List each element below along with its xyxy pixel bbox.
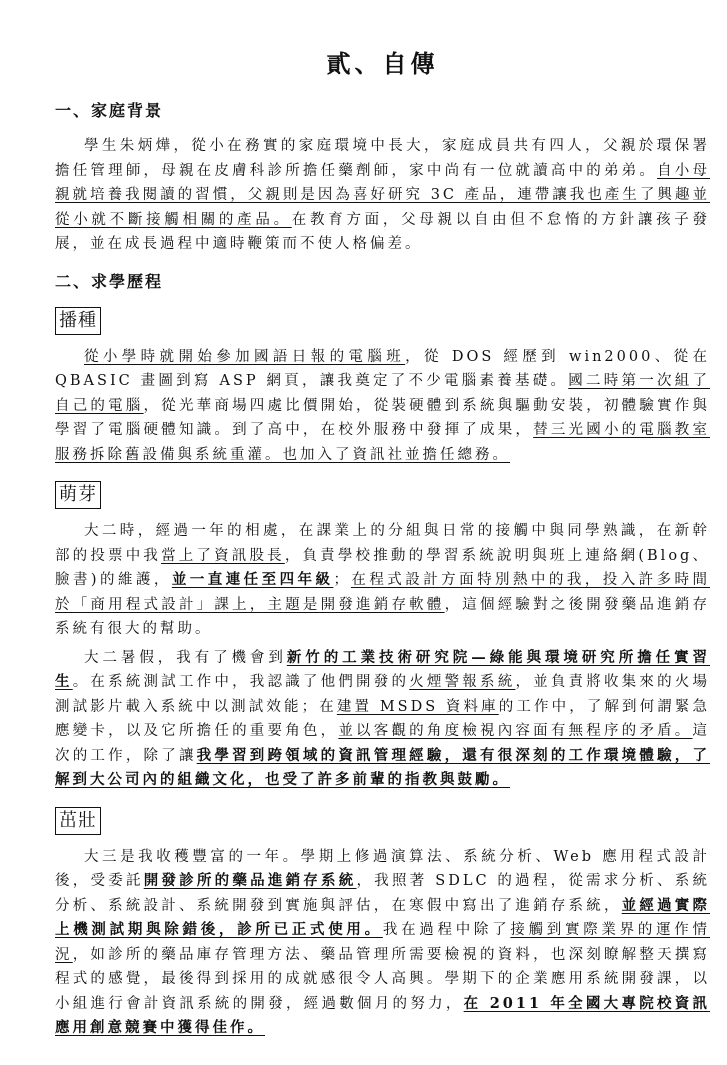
text-segment: 學生朱炳燁，從小在務實的家庭環境中長大，家庭成員共有四人，父親於環保署擔任管理師，母親在皮膚科診所擔任藥劑師，家中尚有一位就讀高中的弟弟。	[55, 138, 710, 179]
text-segment: ，如診所的藥品庫存管理方法、藥品管理所需要檢視的資料，也深刻瞭解整天撰寫程式的感覺，最後得到採用的成就感很令人高興。學期下的企業應用系統開發課，以小組進行會計資訊系統的開發，經過數個月的努力，	[55, 946, 711, 1012]
text-segment: 的工作中，了解到何謂緊急應變卡，以及它所擔任的重要角色，	[55, 698, 711, 739]
highlighted-text: 開發診所的藥品進銷存系統	[143, 872, 357, 889]
paragraph-sprouting-1	[55, 519, 710, 642]
text-segment: 大三是我收穫豐富的一年。學期上修過演算法、系統分析、Web 應用程式設計後，受委託	[55, 848, 710, 889]
stage-heading-sowing: 播種	[55, 307, 101, 335]
text-segment: 這次的工作，除了讓	[55, 723, 711, 764]
paragraph-sowing	[55, 345, 710, 468]
highlighted-text: 並經過實際上機測試期與除錯後，診所已正式使用。	[55, 896, 711, 938]
stage-heading-wrap	[55, 481, 710, 509]
text-segment: 大二暑假，我有了機會到	[84, 649, 287, 666]
highlighted-text: 在 2011 年全國大專院校資訊應用創意競賽中獲得佳作。	[55, 994, 711, 1036]
highlighted-text: 在程式設計方面特別熱中的我，投入許多時間於「商用程式設計」課上，主題是開發進銷存軟體	[55, 572, 711, 613]
highlighted-text: 當上了資訊股長	[161, 547, 285, 564]
section-heading-study: 二、求學歷程	[55, 271, 164, 291]
page-title: 貳、自傳	[326, 49, 439, 78]
text-segment: ，並負責將收集來的火場測試影片載入系統中以測試效能；在	[55, 674, 711, 715]
stage-heading-wrap	[55, 307, 710, 335]
paragraph-family	[55, 134, 710, 257]
text-segment: 我在過程中除了	[382, 922, 511, 938]
text-segment: 在教育方面，父母親以自由但不怠惰的方針讓孩子發展，並在成長過程中適時鞭策而不使人格偏差。	[55, 211, 711, 252]
highlighted-text: 建置 MSDS 資料庫	[336, 698, 499, 715]
highlighted-text: 替三光國小的電腦教室服務拆除舊設備與系統重灌。也加入了資訊社並擔任總務。	[55, 422, 710, 463]
stage-heading-sprouting: 萌芽	[55, 481, 101, 509]
highlighted-text: 接觸到實際業界的運作情況	[55, 922, 711, 963]
stage-heading-growing: 茁壯	[55, 807, 101, 835]
section-heading-family: 一、家庭背景	[55, 101, 164, 120]
text-segment: ，從光華商場四處比價開始，從裝硬體到系統與驅動安裝，初體驗實作與學習了電腦硬體知識。到了高中，在校外服務中發揮了成果，	[55, 397, 711, 438]
highlighted-text: 並以客觀的角度檢視內容面有無程序的矛盾。	[338, 723, 693, 739]
text-segment: 。在系統測試工作中，我認識了他們開發的	[72, 674, 410, 690]
paragraph-growing	[55, 845, 710, 1041]
stage-heading-wrap	[55, 807, 710, 835]
highlighted-text: 國二時第一次組了自己的電腦	[55, 373, 710, 414]
highlighted-text: 新竹的工業技術研究院—綠能與環境研究所擔任實習生	[55, 648, 711, 690]
highlighted-text: 火煙警報系統	[409, 674, 516, 690]
highlighted-text: 並一直連任至四年級	[171, 571, 334, 588]
text-segment: ，我照著 SDLC 的過程，從需求分析、系統分析、系統設計、系統開發到實施與評估，在寒假中寫出了進銷存系統，	[55, 873, 711, 914]
highlighted-text: 從小學時就開始參加國語日報的電腦班	[84, 348, 406, 365]
text-segment: ，負責學校推動的學習系統說明與班上連絡網(Blog、臉書)的維護，	[55, 547, 711, 588]
text-segment: ，這個經驗對之後開發藥品進銷存系統有很大的幫助。	[55, 596, 711, 637]
text-segment: 大二時，經過一年的相處，在課業上的分組與日常的接觸中與同學熟識，在新幹部的投票中我	[55, 523, 710, 564]
text-segment: ，從 DOS 經歷到 win2000、從在 QBASIC 畫圖到寫 ASP 網頁，讓我奠定了不少電腦素養基礎。	[55, 348, 710, 389]
text-segment: ；	[333, 572, 351, 588]
paragraph-sprouting-2	[55, 646, 710, 793]
highlighted-text: 自小母親就培養我閱讀的習慣，父親則是因為喜好研究 3C 產品，連帶讓我也產生了興趣並從小就不斷接觸相關的產品。	[55, 162, 711, 228]
highlighted-text: 我學習到跨領域的資訊管理經驗，還有很深刻的工作環境體驗，了解到大公司內的組織文化，也受了許多前輩的指教與鼓勵。	[55, 746, 711, 788]
